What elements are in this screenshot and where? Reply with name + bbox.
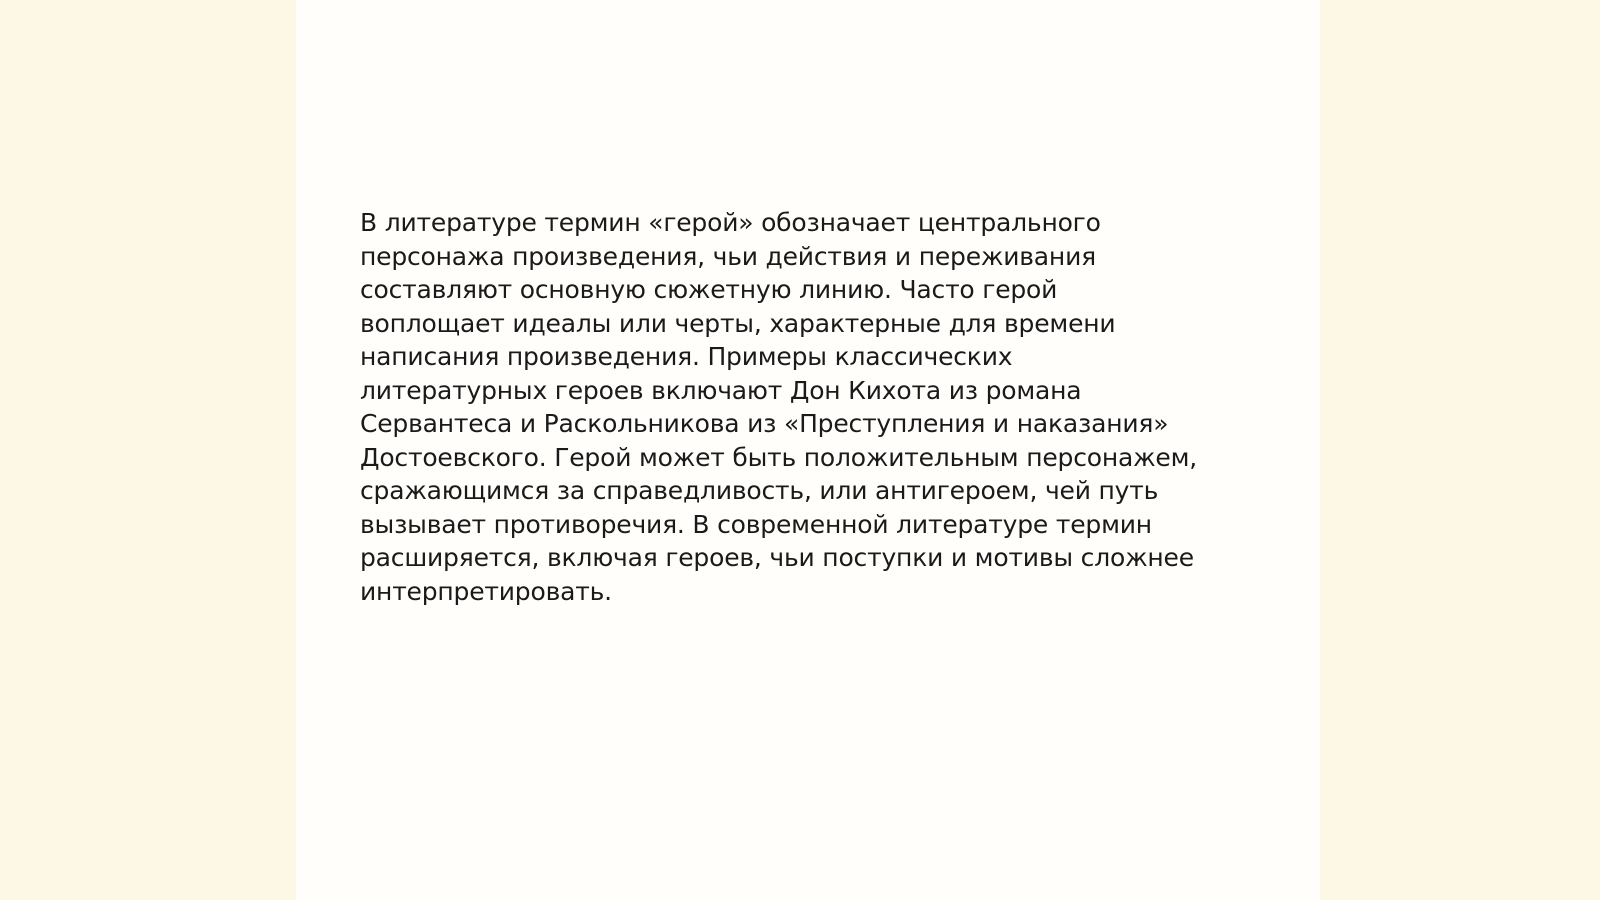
paragraph-line: воплощает идеалы или черты, характерные для времени	[360, 308, 1116, 338]
paragraph-line: расширяется, включая героев, чьи поступки и мотивы сложнее	[360, 543, 1194, 572]
paragraph-line: Сервантеса и Раскольникова из «Преступления и наказания»	[360, 409, 1169, 438]
paragraph-line: сражающимся за справедливость, или антигероем, чей путь	[360, 476, 1159, 505]
paragraph-line: вызывает противоречия. В современной литературе термин	[360, 509, 1152, 539]
paragraph-line: Достоевского. Герой может быть положительным персонажем,	[360, 442, 1198, 472]
paragraph-line: В литературе термин «герой» обозначает центрального	[360, 208, 1101, 237]
article-paragraph	[360, 206, 1260, 608]
paragraph-line: литературных героев включают Дон Кихота из романа	[360, 375, 1082, 405]
paragraph-line: персонажа произведения, чьи действия и переживания	[360, 241, 1096, 271]
paragraph-line: составляют основную сюжетную линию. Часто герой	[360, 275, 1058, 304]
document-page	[296, 0, 1320, 900]
paragraph-line: написания произведения. Примеры классических	[360, 342, 1013, 371]
paragraph-line: интерпретировать.	[360, 576, 612, 606]
